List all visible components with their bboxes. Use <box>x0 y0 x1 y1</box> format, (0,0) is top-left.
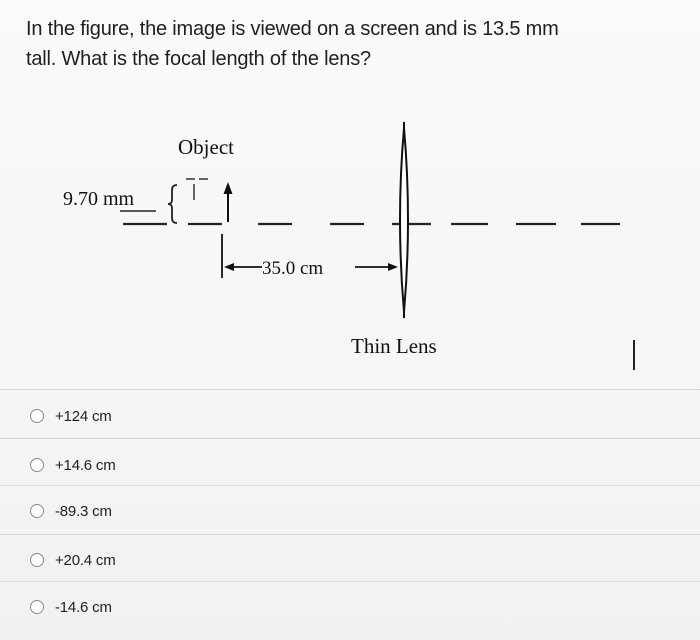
option-divider <box>0 534 700 535</box>
object-arrow <box>224 182 233 222</box>
lens-figure <box>0 100 700 380</box>
option-label: -14.6 cm <box>55 598 112 616</box>
radio-button[interactable] <box>30 504 44 518</box>
distance-label: 35.0 cm <box>262 258 324 279</box>
option-divider <box>0 485 700 486</box>
option-divider <box>0 389 700 390</box>
option-3[interactable] <box>30 496 330 526</box>
option-divider <box>0 581 700 582</box>
object-height-label: 9.70 mm <box>63 188 135 210</box>
option-5[interactable] <box>30 592 330 622</box>
object-outline <box>186 179 208 200</box>
radio-button[interactable] <box>30 409 44 423</box>
question-text <box>26 14 666 74</box>
object-label: Object <box>178 135 234 159</box>
option-label: +124 cm <box>55 407 112 425</box>
radio-button[interactable] <box>30 553 44 567</box>
text-cursor <box>633 340 635 370</box>
lens-diagram <box>0 100 700 380</box>
option-2[interactable] <box>30 450 330 480</box>
question-line-2: tall. What is the focal length of the lens? <box>26 48 371 70</box>
option-1[interactable] <box>30 401 330 431</box>
question-line-1: In the figure, the image is viewed on a screen and is 13.5 mm <box>26 18 559 40</box>
radio-button[interactable] <box>30 600 44 614</box>
option-label: +14.6 cm <box>55 456 116 474</box>
thin-lens <box>400 122 408 318</box>
option-4[interactable] <box>30 545 330 575</box>
lens-label: Thin Lens <box>351 334 437 358</box>
option-divider <box>0 438 700 439</box>
option-label: -89.3 cm <box>55 502 112 520</box>
height-brace <box>168 185 177 223</box>
radio-button[interactable] <box>30 458 44 472</box>
option-label: +20.4 cm <box>55 551 116 569</box>
